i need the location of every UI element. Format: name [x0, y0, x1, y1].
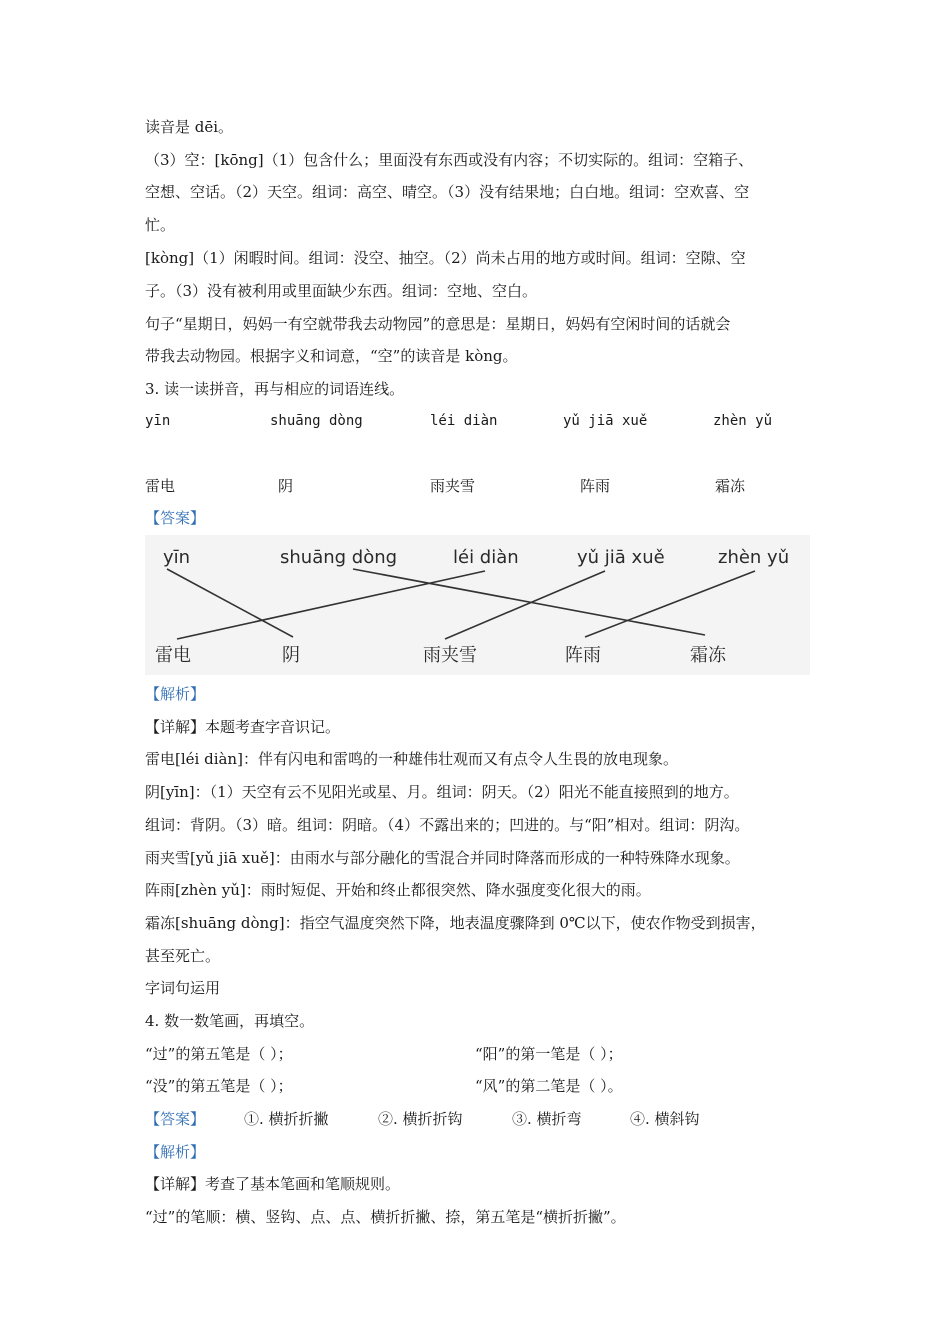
fill-blank-item: “阳”的第一笔是（ ）；: [475, 1045, 623, 1063]
word-item: 阵雨: [580, 477, 611, 495]
word-item: 雨夹雪: [430, 477, 476, 495]
connection-line: [445, 571, 605, 639]
detail-line: 阴[yīn]：（1）天空有云不见阳光或星、月。组词：阴天。（2）阳光不能直接照到的地方。: [145, 783, 739, 801]
pinyin-item: zhèn yǔ: [713, 413, 773, 429]
figure-pinyin: zhèn yǔ: [718, 547, 790, 568]
figure-word: 霜冻: [690, 645, 726, 666]
fill-blank-item: “没”的第五笔是（ ）；: [145, 1077, 293, 1095]
text-line: 忙。: [145, 216, 176, 234]
figure-word: 阴: [282, 645, 300, 666]
figure-pinyin: yǔ jiā xuě: [577, 547, 665, 568]
figure-pinyin: léi diàn: [453, 547, 519, 568]
detail-line: 雨夹雪[yǔ jiā xuě]：由雨水与部分融化的雪混合并同时降落而形成的一种特殊降水现象。: [145, 849, 740, 867]
pinyin-item: shuāng dòng: [270, 413, 363, 429]
figure-pinyin: yīn: [163, 547, 191, 568]
fill-blank-item: “过”的第五笔是（ ）；: [145, 1045, 293, 1063]
answer-item: ③. 横折弯: [512, 1110, 582, 1128]
pinyin-item: yǔ jiā xuě: [563, 413, 648, 429]
word-item: 阴: [278, 477, 294, 495]
text-line: （3）空：[kōng]（1）包含什么；里面没有东西或没有内容；不切实际的。组词：空箱子、: [145, 151, 754, 169]
question-title: 4. 数一数笔画，再填空。: [145, 1012, 315, 1030]
figure-word: 阵雨: [565, 645, 601, 666]
section-title: 字词句运用: [145, 979, 221, 997]
text-line: 带我去动物园。根据字义和词意，“空”的读音是 kòng。: [145, 347, 518, 365]
analysis-label: 【解析】: [145, 685, 206, 703]
word-item: 霜冻: [715, 477, 746, 495]
detail-line: 甚至死亡。: [145, 947, 221, 965]
connection-line: [177, 571, 485, 639]
detail-line: 霜冻[shuāng dòng]：指空气温度突然下降，地表温度骤降到 0℃以下，使农作物受到损害，: [145, 914, 766, 932]
detail-line: 【详解】考查了基本笔画和笔顺规则。: [145, 1175, 401, 1193]
answer-label: 【答案】: [145, 1110, 206, 1128]
detail-line: 阵雨[zhèn yǔ]：雨时短促、开始和终止都很突然、降水强度变化很大的雨。: [145, 881, 651, 899]
detail-line: 雷电[léi diàn]：伴有闪电和雷鸣的一种雄伟壮观而又有点令人生畏的放电现象。: [145, 750, 678, 768]
connection-line: [585, 571, 755, 637]
answer-figure: [145, 535, 810, 675]
figure-word: 雷电: [155, 645, 191, 666]
connection-line: [353, 569, 705, 635]
figure-word: 雨夹雪: [423, 645, 477, 666]
analysis-label: 【解析】: [145, 1143, 206, 1161]
text-line: 空想、空话。（2）天空。组词：高空、晴空。（3）没有结果地；白白地。组词：空欢喜、空: [145, 183, 750, 201]
text-line: 读音是 dēi。: [145, 118, 234, 136]
fill-blank-item: “风”的第二笔是（ ）。: [475, 1077, 623, 1095]
pinyin-item: yīn: [145, 413, 171, 429]
text-line: 子。（3）没有被利用或里面缺少东西。组词：空地、空白。: [145, 282, 538, 300]
word-item: 雷电: [145, 477, 176, 495]
figure-pinyin: shuāng dòng: [280, 547, 398, 568]
text-line: [kòng]（1）闲暇时间。组词：没空、抽空。（2）尚未占用的地方或时间。组词：空隙、空: [145, 249, 746, 267]
question-title: 3. 读一读拼音，再与相应的词语连线。: [145, 380, 405, 398]
detail-line: 【详解】本题考查字音识记。: [145, 718, 341, 736]
answer-item: ④. 横斜钩: [630, 1110, 700, 1128]
pinyin-item: léi diàn: [430, 413, 498, 429]
detail-line: 组词：背阴。（3）暗。组词：阴暗。（4）不露出来的；凹进的。与“阳”相对。组词：阴沟。: [145, 816, 750, 834]
answer-label: 【答案】: [145, 509, 206, 527]
answer-item: ②. 横折折钩: [378, 1110, 463, 1128]
answer-item: ①. 横折折撇: [244, 1110, 329, 1128]
text-line: 句子“星期日，妈妈一有空就带我去动物园”的意思是：星期日，妈妈有空闲时间的话就会: [145, 315, 731, 333]
detail-line: “过”的笔顺：横、竖钩、点、点、横折折撇、捺，第五笔是“横折折撇”。: [145, 1208, 626, 1226]
